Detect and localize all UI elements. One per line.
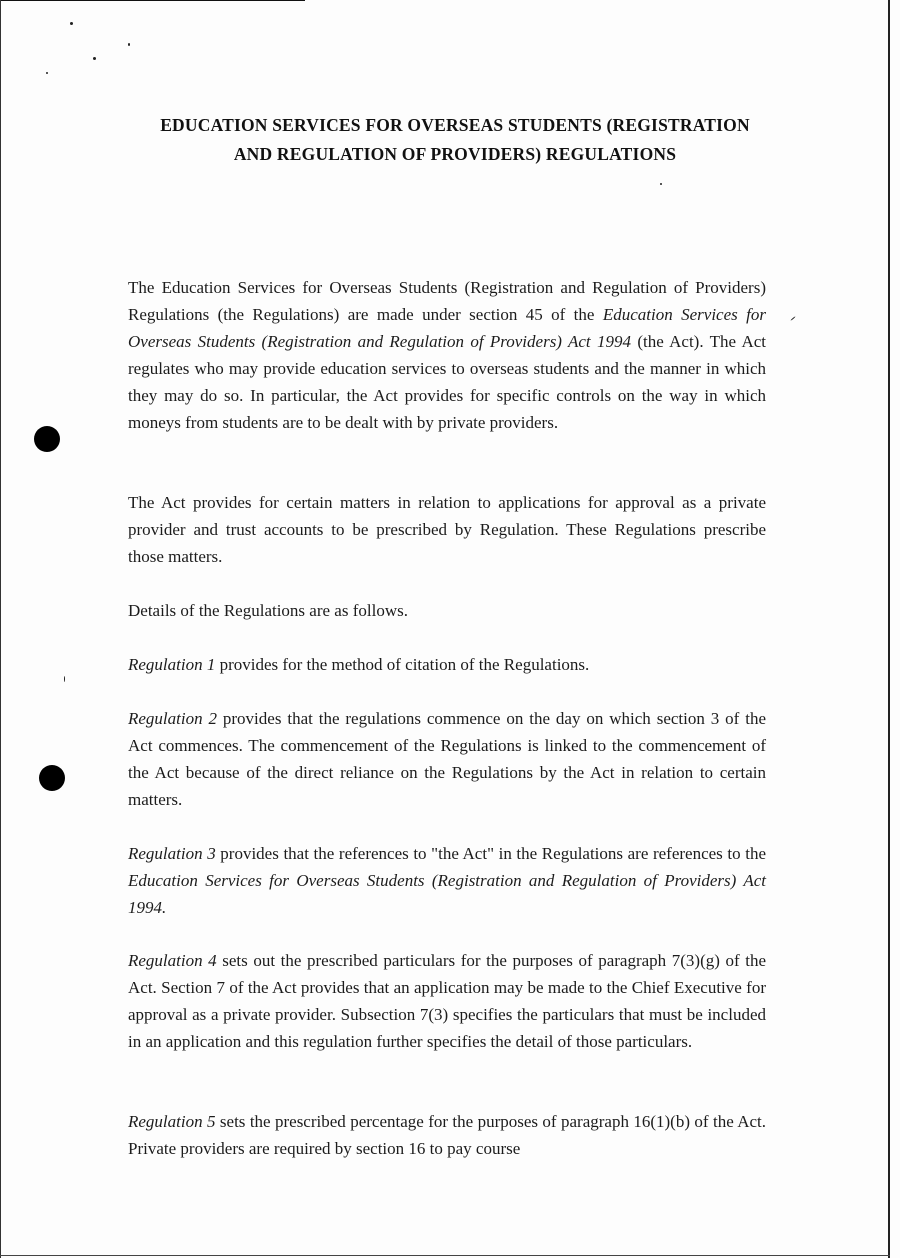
regulation-4-label: Regulation 4: [128, 951, 217, 970]
scan-speck: [790, 316, 795, 321]
paragraph-regulation-1: [128, 651, 766, 678]
scan-edge-top: [0, 0, 305, 1]
hole-punch: [39, 765, 65, 791]
regulation-2-text: provides that the regulations commence on the day on which section 3 of the Act commences. The commencement of the Regulations is linked to the commencement of the Act because of the direct reliance on the Regulations by the Act in relation to certain matters.: [128, 709, 766, 809]
regulation-1-label: Regulation 1: [128, 655, 216, 674]
regulation-5-label: Regulation 5: [128, 1112, 216, 1131]
details-text: Details of the Regulations are as follows.: [128, 601, 408, 620]
paragraph-details: [128, 597, 766, 624]
regulation-2-label: Regulation 2: [128, 709, 217, 728]
act-title: Education Services for Overseas Students (Registration and Regulation of Providers) Act 1994: [128, 305, 766, 351]
title-line-1: EDUCATION SERVICES FOR OVERSEAS STUDENTS (REGISTRATION: [160, 115, 750, 135]
scan-speck: [128, 43, 130, 46]
scan-edge-right: [888, 0, 890, 1258]
regulation-3-text: provides that the references to "the Act" in the Regulations are references to the: [215, 844, 766, 863]
scan-speck: [93, 57, 96, 60]
prescribed-matters-text: The Act provides for certain matters in relation to applications for approval as a private provider and trust accounts to be prescribed by Regulation. These Regulations prescribe those matters.: [128, 493, 766, 566]
paragraph-prescribed-matters: [128, 489, 766, 570]
paragraph-regulation-5: [128, 1108, 766, 1162]
scan-speck: [64, 676, 65, 682]
regulation-5-text: sets the prescribed percentage for the purposes of paragraph 16(1)(b) of the Act. Private providers are required by section 16 to pay course: [128, 1112, 766, 1158]
regulation-3-label: Regulation 3: [128, 844, 216, 863]
regulation-1-text: provides for the method of citation of the Regulations.: [215, 655, 590, 674]
title-line-2: AND REGULATION OF PROVIDERS) REGULATIONS: [233, 144, 677, 164]
scan-speck: [46, 72, 48, 74]
paragraph-intro: [128, 274, 766, 436]
document-title: [110, 111, 800, 169]
scan-speck: [70, 22, 73, 25]
regulation-3-act-title: Education Services for Overseas Students (Registration and Regulation of Providers) Act 1994.: [128, 871, 766, 917]
regulation-4-text: sets out the prescribed particulars for the purposes of paragraph 7(3)(g) of the Act. Section 7 of the Act provides that an application may be made to the Chief Executive for approval as a private provider. Subsection 7(3) specifies the particulars that must be included in an application and this regulation further specifies the detail of those particulars.: [128, 951, 766, 1051]
scan-edge-bottom: [0, 1255, 890, 1256]
paragraph-regulation-3: [128, 840, 766, 921]
intro-text-2: (the Act). The Act regulates who may provide education services to overseas students and the manner in which they may do so. In particular, the Act provides for specific controls on the way in which moneys from students are to be dealt with by private providers.: [128, 332, 766, 432]
paragraph-regulation-2: [128, 705, 766, 813]
intro-text-1: The Education Services for Overseas Students (Registration and Regulation of Providers) Regulations (the Regulations) are made under section 45 of the: [128, 278, 766, 324]
scan-speck: [660, 183, 662, 185]
scan-edge-left: [0, 0, 1, 1258]
paragraph-regulation-4: [128, 947, 766, 1055]
hole-punch: [34, 426, 60, 452]
